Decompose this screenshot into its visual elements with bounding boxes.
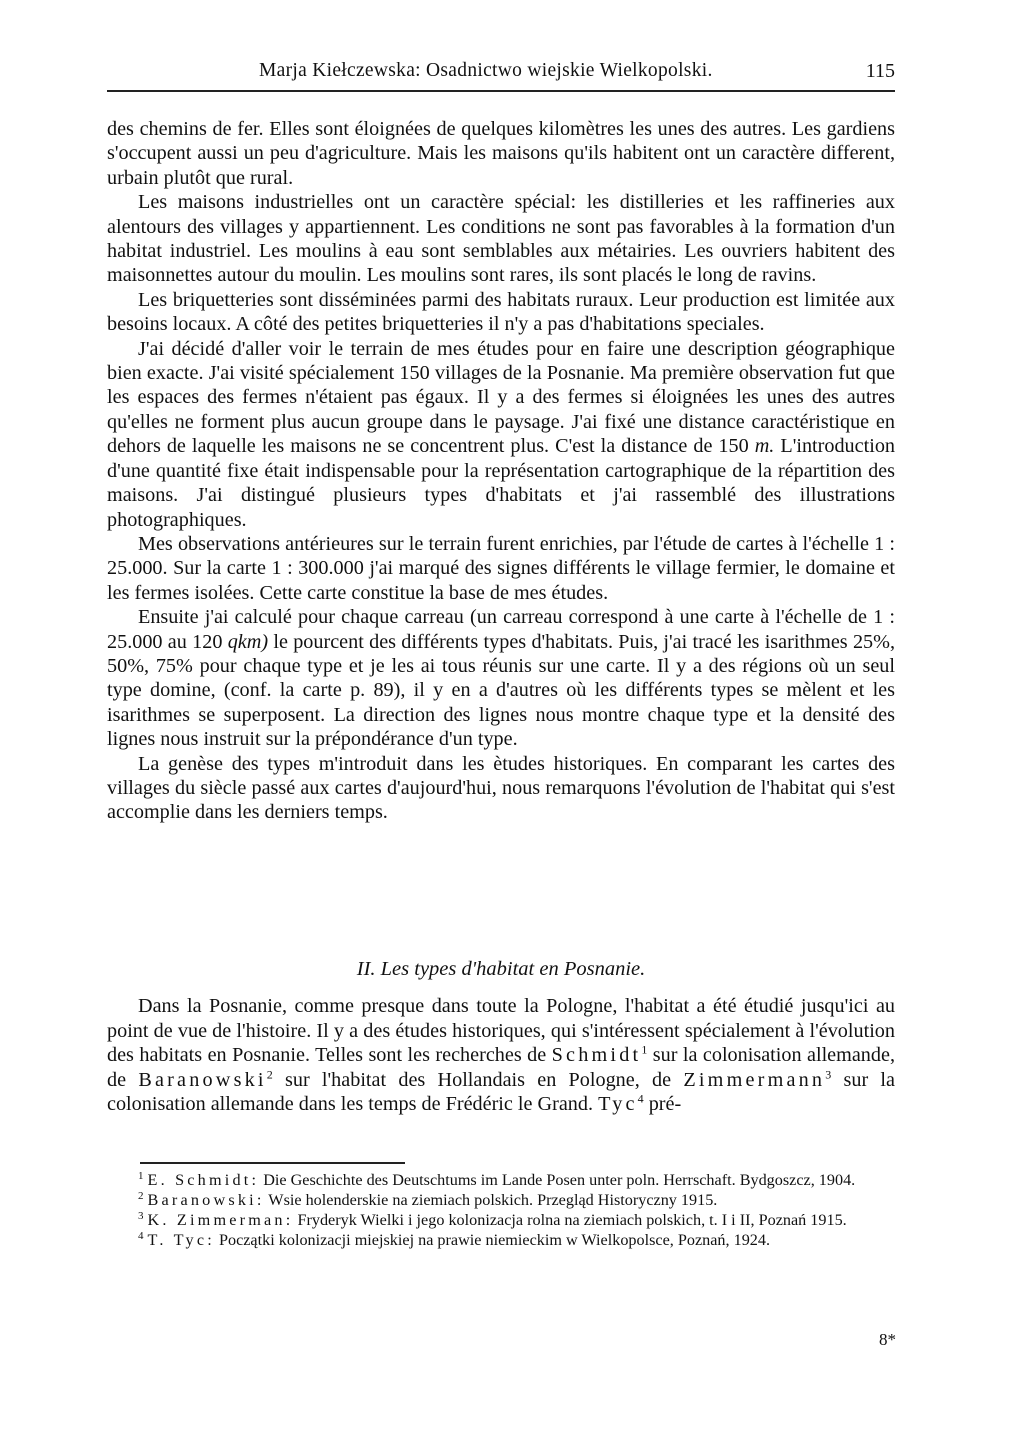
paragraph: Les briquetteries sont disséminées parmi des habitats ruraux. Leur production est limitée aux besoins locaux. A côté des petites briquetteries il n'y a pas d'habitations speciales. xyxy=(107,288,895,336)
footnote xyxy=(107,1170,895,1190)
footnote-number: 2 xyxy=(138,1189,144,1202)
section-heading: II. Les types d'habitat en Posnanie. xyxy=(356,958,646,980)
footnote-number: 4 xyxy=(138,1229,144,1242)
paragraph: Mes observations antérieures sur le terrain furent enrichies, par l'étude de cartes à l'échelle 1 : 25.000. Sur la carte 1 : 300.000 j'ai marqué des signes différents le village fermier, le domaine et les fermes isolées. Cette carte constitue la base de mes études. xyxy=(107,532,895,604)
footnote-number: 1 xyxy=(138,1169,144,1182)
text-run: L'introduction d'une quantité fixe était indispensable pour la représentation cartographique de la répartition des maisons. J'ai distingué plusieurs types d'habitats et j'ai rassemblé des illustrations photographiques. xyxy=(107,435,896,531)
footnote xyxy=(107,1210,895,1230)
section-text xyxy=(107,994,895,1117)
text-run: sur la colonisation allemande dans les temps de Frédéric le Grand. xyxy=(107,1068,895,1115)
signature-mark: 8* xyxy=(879,1330,896,1349)
author-name: Schmidt xyxy=(551,1044,642,1066)
paragraph xyxy=(107,337,895,532)
footnote-text: Początki kolonizacji miejskiej na prawie niemieckim w Wielkopolsce, Poznań, 1924. xyxy=(214,1231,771,1249)
footnote-text: Die Geschichte des Deutschtums im Lande Posen unter poln. Herrschaft. Bydgoszcz, 1904. xyxy=(259,1171,856,1189)
text-run: le pourcent des différents types d'habitats. Puis, j'ai tracé les isarithmes 25%, 50%, 75% pour chaque type et je les ai tous réunis sur une carte. Il y a des régions où un seul type domine, (conf. la carte p. 89), il y en a d'autres où les différents types se mèlent et les isarithmes se superposent. La direction des lignes nous montre chaque type et la densité des lignes nous instruit sur la prépondérance d'un type. xyxy=(107,630,895,751)
footnote-ref[interactable]: 4 xyxy=(637,1091,644,1106)
footnote-ref[interactable]: 2 xyxy=(266,1066,273,1081)
main-text xyxy=(107,117,895,825)
footnote xyxy=(107,1230,895,1250)
text-run: Dans la Posnanie, comme presque dans toute la Pologne, l'habitat a été étudié jusqu'ici au point de vue de l'histoire. Il y a des études historiques, qui s'intéressent spécialement à l'évolution des habitats en Posnanie. Telles sont les recherches de xyxy=(107,995,895,1066)
text-run: sur l'habitat des Hollandais en Pologne, de xyxy=(272,1068,684,1091)
paragraph: La genèse des types m'introduit dans les ètudes historiques. En comparant les cartes des villages du siècle passé aux cartes d'aujourd'hui, nous remarquons l'évolution de l'habitat qui s'est accomplie dans les derniers temps. xyxy=(107,752,895,824)
footnotes xyxy=(107,1170,895,1250)
running-title: Marja Kiełczewska: Osadnictwo wiejskie Wielkopolski. xyxy=(259,60,713,81)
author-name: Tyc xyxy=(598,1093,638,1115)
footnote-number: 3 xyxy=(138,1209,144,1222)
author-name: Zimmermann xyxy=(683,1068,826,1091)
text-run: Ensuite j'ai calculé pour chaque carreau (un carreau correspond à une carte à l'échelle de 1 : 25.000 au 120 xyxy=(107,606,895,653)
paragraph xyxy=(107,994,895,1117)
paragraph: des chemins de fer. Elles sont éloignées de quelques kilomètres les unes des autres. Les gardiens s'occupent aussi un peu d'agriculture. Mais les maisons qu'ils habitent ont un caractère different, urbain plutôt que rural. xyxy=(107,118,895,189)
text-run: J'ai décidé d'aller voir le terrain de mes études pour en faire une description géographique bien exacte. J'ai visité spécialement 150 villages de la Posnanie. Ma première observation fut que les espaces des fermes n'étaient pas égaux. Il y a des fermes si éloignées les unes des autres qu'elles ne forment plus aucun groupe dans le paysage. J'ai fixé une distance caractéristique en dehors de laquelle les maisons ne se concentrent plus. C'est la distance de 150 xyxy=(107,337,895,458)
footnote-author: E. Schmidt: xyxy=(147,1171,260,1189)
footnote-author: Baranowski: xyxy=(147,1191,265,1209)
page-header xyxy=(107,60,895,92)
paragraph xyxy=(107,605,895,751)
paragraph: Les maisons industrielles ont un caractère spécial: les distilleries et les raffineries aux alentours des villages y appartiennent. Les conditions ne sont pas favorables à la formation d'un habitat industriel. Les moulins à eau sont semblables aux métairies. Les ouvriers habitent des maisonnettes autour du moulin. Les moulins sont rares, ils sont placés le long de ravins. xyxy=(107,191,895,287)
footnote-text: Fryderyk Wielki i jego kolonizacja rolna na ziemiach polskich, t. I i II, Poznań 1915. xyxy=(293,1211,847,1229)
unit-text: m. xyxy=(754,435,775,458)
text-run: pré- xyxy=(643,1093,682,1115)
footnote-author: K. Zimmerman: xyxy=(147,1211,294,1229)
footnote-ref[interactable]: 1 xyxy=(641,1042,648,1057)
footnote-text: Wsie holenderskie na ziemiach polskich. Przegląd Historyczny 1915. xyxy=(264,1191,718,1209)
footnote-author: T. Tyc: xyxy=(147,1231,215,1249)
footnote-divider xyxy=(140,1162,405,1164)
footnote xyxy=(107,1190,895,1210)
unit-text: qkm) xyxy=(227,630,269,653)
author-name: Baranowski xyxy=(138,1068,267,1091)
page-number: 115 xyxy=(865,60,895,82)
text-run: sur la colonisation allemande, de xyxy=(107,1044,895,1091)
footnote-ref[interactable]: 3 xyxy=(825,1066,832,1081)
